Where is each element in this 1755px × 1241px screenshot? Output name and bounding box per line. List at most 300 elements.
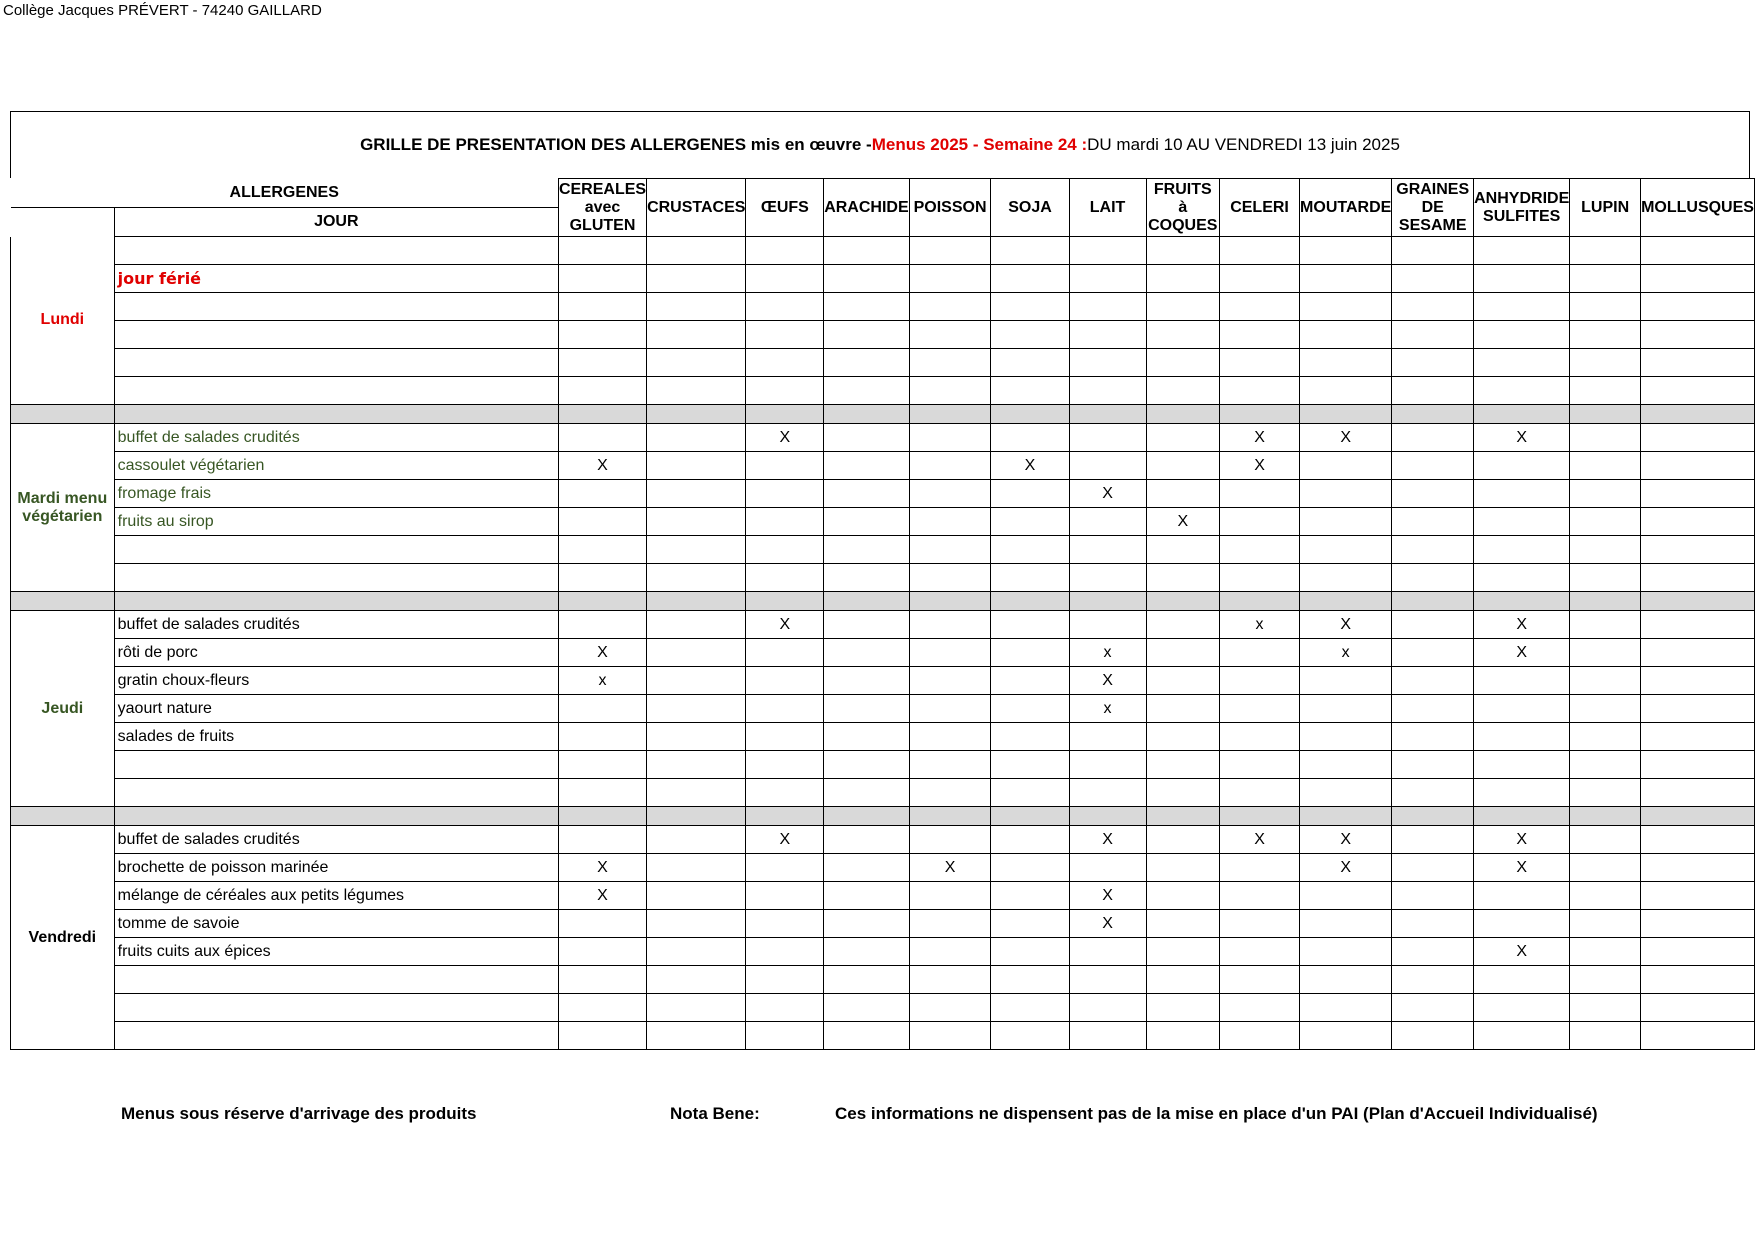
allergen-mark xyxy=(558,1022,646,1050)
allergen-mark xyxy=(1300,377,1392,405)
allergen-mark xyxy=(1069,1022,1146,1050)
allergen-mark: X xyxy=(558,452,646,480)
allergen-mark xyxy=(1392,611,1474,639)
separator-cell xyxy=(1300,405,1392,424)
allergen-mark xyxy=(909,377,991,405)
allergen-mark xyxy=(1069,854,1146,882)
allergen-mark xyxy=(824,1022,909,1050)
allergen-mark xyxy=(1146,424,1220,452)
allergen-mark xyxy=(1146,882,1220,910)
allergen-mark xyxy=(1570,611,1641,639)
allergen-mark xyxy=(746,536,824,564)
allergen-mark xyxy=(1146,695,1220,723)
allergen-mark xyxy=(1146,667,1220,695)
allergen-mark xyxy=(1641,265,1755,293)
allergen-column-label: SOJA xyxy=(1008,198,1052,216)
separator-cell xyxy=(1146,592,1220,611)
allergen-mark xyxy=(1069,293,1146,321)
allergen-mark xyxy=(746,994,824,1022)
allergen-mark xyxy=(824,349,909,377)
allergen-mark xyxy=(1300,536,1392,564)
allergen-mark xyxy=(1641,321,1755,349)
allergen-mark xyxy=(1641,508,1755,536)
allergen-mark xyxy=(746,349,824,377)
allergen-mark: X xyxy=(1069,910,1146,938)
allergen-mark xyxy=(1069,377,1146,405)
allergen-mark xyxy=(1300,452,1392,480)
allergen-mark xyxy=(1146,751,1220,779)
separator-cell xyxy=(746,807,824,826)
dish-name: cassoulet végétarien xyxy=(114,452,558,480)
separator-cell xyxy=(1069,807,1146,826)
allergen-mark xyxy=(1474,751,1570,779)
allergen-mark xyxy=(991,751,1069,779)
allergen-mark xyxy=(1146,723,1220,751)
allergen-mark xyxy=(1392,265,1474,293)
allergen-mark xyxy=(746,293,824,321)
allergen-mark: X xyxy=(1474,854,1570,882)
allergen-mark xyxy=(1220,910,1300,938)
dish-name: yaourt nature xyxy=(114,695,558,723)
allergen-mark xyxy=(991,910,1069,938)
allergen-mark xyxy=(909,966,991,994)
allergen-mark xyxy=(647,938,746,966)
allergen-mark xyxy=(647,536,746,564)
allergen-mark xyxy=(1641,424,1755,452)
allergen-mark xyxy=(1392,508,1474,536)
allergen-mark xyxy=(824,882,909,910)
allergen-mark xyxy=(1570,508,1641,536)
allergen-mark xyxy=(824,564,909,592)
dish-name xyxy=(114,536,558,564)
allergen-mark xyxy=(1069,564,1146,592)
allergen-mark xyxy=(991,779,1069,807)
dish-name: rôti de porc xyxy=(114,639,558,667)
allergen-mark xyxy=(1641,910,1755,938)
allergen-mark xyxy=(909,452,991,480)
allergen-mark xyxy=(824,938,909,966)
allergen-mark xyxy=(824,377,909,405)
allergen-mark: X xyxy=(746,826,824,854)
allergen-mark xyxy=(1474,377,1570,405)
allergen-mark: X xyxy=(1069,667,1146,695)
allergen-mark xyxy=(746,639,824,667)
allergen-mark: x xyxy=(1220,611,1300,639)
allergen-mark xyxy=(647,452,746,480)
separator-cell xyxy=(1474,592,1570,611)
allergen-mark xyxy=(1641,377,1755,405)
allergen-mark xyxy=(1570,826,1641,854)
allergen-mark xyxy=(909,695,991,723)
allergen-mark xyxy=(1392,882,1474,910)
allergen-column-label: GRAINES xyxy=(1396,180,1470,198)
allergen-mark xyxy=(1392,1022,1474,1050)
allergen-mark xyxy=(824,508,909,536)
allergen-mark xyxy=(1392,377,1474,405)
table-row xyxy=(11,910,1755,938)
allergen-mark xyxy=(647,882,746,910)
allergen-mark xyxy=(1641,536,1755,564)
allergen-mark xyxy=(1392,910,1474,938)
allergen-mark xyxy=(991,377,1069,405)
table-row xyxy=(11,321,1755,349)
separator-cell xyxy=(1300,592,1392,611)
day-label: Mardi menu végétarien xyxy=(11,424,115,592)
table-row xyxy=(11,695,1755,723)
allergen-mark xyxy=(1220,667,1300,695)
allergen-mark xyxy=(1069,321,1146,349)
allergenes-header: ALLERGENES xyxy=(11,179,559,208)
dish-name: gratin choux-fleurs xyxy=(114,667,558,695)
grid-title xyxy=(10,111,1750,178)
allergen-column-header xyxy=(1146,179,1220,237)
allergen-mark xyxy=(909,508,991,536)
allergen-mark xyxy=(909,321,991,349)
allergen-mark xyxy=(647,349,746,377)
allergen-mark xyxy=(1300,480,1392,508)
allergen-mark: X xyxy=(1069,826,1146,854)
allergen-mark xyxy=(991,564,1069,592)
allergen-mark: X xyxy=(1146,508,1220,536)
table-row xyxy=(11,237,1755,265)
allergen-column-header xyxy=(1474,179,1570,237)
allergen-mark xyxy=(909,536,991,564)
allergen-mark xyxy=(1570,321,1641,349)
allergen-mark xyxy=(746,265,824,293)
allergen-mark xyxy=(1146,564,1220,592)
dish-name xyxy=(114,321,558,349)
allergen-mark: X xyxy=(558,639,646,667)
allergen-mark xyxy=(824,854,909,882)
allergen-mark: X xyxy=(909,854,991,882)
allergen-mark xyxy=(991,882,1069,910)
table-row xyxy=(11,611,1755,639)
allergen-mark xyxy=(1069,751,1146,779)
allergen-mark xyxy=(746,667,824,695)
table-row xyxy=(11,882,1755,910)
allergen-mark xyxy=(1300,237,1392,265)
dish-name: salades de fruits xyxy=(114,723,558,751)
allergen-mark xyxy=(1474,564,1570,592)
allergen-mark xyxy=(1069,424,1146,452)
separator-cell xyxy=(647,405,746,424)
allergen-mark xyxy=(647,1022,746,1050)
allergen-mark xyxy=(991,536,1069,564)
separator-cell xyxy=(11,592,115,611)
allergen-mark xyxy=(746,237,824,265)
allergen-mark xyxy=(1069,237,1146,265)
separator-cell xyxy=(11,405,115,424)
allergen-mark xyxy=(824,779,909,807)
allergen-column-header xyxy=(1220,179,1300,237)
allergen-mark xyxy=(1474,452,1570,480)
allergen-mark xyxy=(1570,237,1641,265)
allergen-mark xyxy=(1641,751,1755,779)
allergen-mark xyxy=(1300,321,1392,349)
allergen-mark xyxy=(991,237,1069,265)
allergen-column-header xyxy=(1069,179,1146,237)
table-row xyxy=(11,536,1755,564)
allergen-grid xyxy=(10,178,1755,1050)
table-row xyxy=(11,293,1755,321)
allergen-mark xyxy=(558,779,646,807)
allergen-mark: x xyxy=(1300,639,1392,667)
allergen-mark xyxy=(1474,321,1570,349)
allergen-mark xyxy=(647,695,746,723)
separator-cell xyxy=(1069,405,1146,424)
allergen-mark: X xyxy=(558,854,646,882)
allergen-mark xyxy=(824,424,909,452)
allergen-mark xyxy=(1474,994,1570,1022)
allergen-mark xyxy=(746,452,824,480)
separator-cell xyxy=(1220,807,1300,826)
allergen-mark xyxy=(1641,480,1755,508)
allergen-mark xyxy=(1392,321,1474,349)
allergen-mark xyxy=(558,293,646,321)
separator-cell xyxy=(1220,405,1300,424)
allergen-mark xyxy=(1570,480,1641,508)
table-row xyxy=(11,265,1755,293)
allergen-mark xyxy=(1570,424,1641,452)
separator-cell xyxy=(991,405,1069,424)
allergen-mark xyxy=(647,723,746,751)
allergen-mark xyxy=(1641,564,1755,592)
dish-name: mélange de céréales aux petits légumes xyxy=(114,882,558,910)
allergen-mark xyxy=(909,564,991,592)
allergen-column-header xyxy=(991,179,1069,237)
allergen-mark: X xyxy=(1474,424,1570,452)
allergen-column-header xyxy=(1300,179,1392,237)
allergen-mark xyxy=(991,667,1069,695)
dish-name: tomme de savoie xyxy=(114,910,558,938)
allergen-mark xyxy=(1220,639,1300,667)
allergen-mark xyxy=(1220,480,1300,508)
allergen-mark xyxy=(909,994,991,1022)
allergen-mark xyxy=(1392,966,1474,994)
allergen-mark xyxy=(1220,779,1300,807)
allergen-mark: x xyxy=(558,667,646,695)
empty-header-cell xyxy=(11,208,115,237)
allergen-mark: X xyxy=(1069,480,1146,508)
allergen-mark xyxy=(647,265,746,293)
allergen-mark xyxy=(746,377,824,405)
allergen-mark xyxy=(647,667,746,695)
allergen-mark xyxy=(647,611,746,639)
allergen-mark xyxy=(991,938,1069,966)
allergen-mark xyxy=(1300,910,1392,938)
allergen-mark xyxy=(824,321,909,349)
allergen-mark: X xyxy=(1220,424,1300,452)
allergen-mark xyxy=(1641,854,1755,882)
separator-cell xyxy=(1220,592,1300,611)
day-separator xyxy=(11,405,1755,424)
allergen-mark: x xyxy=(1069,639,1146,667)
allergen-mark xyxy=(647,910,746,938)
allergen-column-label: CEREALES xyxy=(558,180,647,198)
table-row xyxy=(11,938,1755,966)
allergen-column-header xyxy=(1570,179,1641,237)
allergen-mark xyxy=(824,910,909,938)
allergen-mark xyxy=(824,826,909,854)
allergen-mark xyxy=(1146,966,1220,994)
allergen-column-label: CELERI xyxy=(1230,198,1289,216)
allergen-mark xyxy=(1570,854,1641,882)
allergen-mark xyxy=(1300,265,1392,293)
allergen-mark xyxy=(1069,508,1146,536)
allergen-mark xyxy=(1069,265,1146,293)
allergen-mark xyxy=(1069,349,1146,377)
allergen-mark xyxy=(647,826,746,854)
allergen-mark xyxy=(991,723,1069,751)
allergen-mark xyxy=(1570,910,1641,938)
allergen-mark xyxy=(558,695,646,723)
allergen-mark xyxy=(1570,723,1641,751)
allergen-mark xyxy=(909,265,991,293)
allergen-mark xyxy=(1474,910,1570,938)
allergen-mark xyxy=(1474,293,1570,321)
allergen-mark xyxy=(1641,452,1755,480)
allergen-mark xyxy=(1300,695,1392,723)
allergen-mark xyxy=(824,237,909,265)
allergen-mark xyxy=(1474,536,1570,564)
allergen-mark xyxy=(1300,349,1392,377)
allergen-mark xyxy=(909,751,991,779)
allergen-mark xyxy=(1220,994,1300,1022)
allergen-mark xyxy=(1392,424,1474,452)
allergen-mark xyxy=(909,639,991,667)
separator-cell xyxy=(558,807,646,826)
allergen-mark xyxy=(746,695,824,723)
allergen-mark: X xyxy=(1474,611,1570,639)
allergen-column-label: DE SESAME xyxy=(1398,198,1467,234)
separator-cell xyxy=(114,807,558,826)
allergen-mark xyxy=(746,723,824,751)
dish-name: buffet de salades crudités xyxy=(114,611,558,639)
allergen-mark xyxy=(991,349,1069,377)
allergen-column-label: LUPIN xyxy=(1581,198,1630,216)
allergen-mark xyxy=(1146,779,1220,807)
allergen-mark xyxy=(558,536,646,564)
allergen-column-label: à COQUES xyxy=(1148,198,1218,234)
allergen-mark: X xyxy=(746,611,824,639)
allergen-mark xyxy=(991,1022,1069,1050)
allergen-mark xyxy=(1641,349,1755,377)
allergen-mark xyxy=(1300,293,1392,321)
allergen-mark: x xyxy=(1069,695,1146,723)
allergen-mark xyxy=(824,695,909,723)
allergen-mark xyxy=(558,938,646,966)
allergen-mark xyxy=(909,910,991,938)
allergen-mark xyxy=(991,265,1069,293)
allergen-mark xyxy=(746,882,824,910)
footer-reserve: Menus sous réserve d'arrivage des produits xyxy=(121,1104,477,1123)
allergen-mark xyxy=(1570,695,1641,723)
allergen-mark xyxy=(1146,854,1220,882)
allergen-mark xyxy=(746,564,824,592)
separator-cell xyxy=(1146,405,1220,424)
day-label: Vendredi xyxy=(11,826,115,1050)
allergen-mark xyxy=(746,480,824,508)
allergen-mark xyxy=(1146,265,1220,293)
allergen-mark xyxy=(824,611,909,639)
allergen-mark xyxy=(1570,1022,1641,1050)
table-row xyxy=(11,1022,1755,1050)
allergen-mark xyxy=(991,695,1069,723)
dish-name xyxy=(114,779,558,807)
table-row xyxy=(11,994,1755,1022)
allergen-mark xyxy=(1220,938,1300,966)
allergen-mark xyxy=(1474,480,1570,508)
table-row xyxy=(11,349,1755,377)
allergen-mark xyxy=(1392,854,1474,882)
allergen-mark: X xyxy=(1300,826,1392,854)
allergen-mark: X xyxy=(1220,452,1300,480)
allergen-mark xyxy=(558,237,646,265)
allergen-column-label: LAIT xyxy=(1089,198,1126,216)
allergen-mark xyxy=(1220,349,1300,377)
allergen-column-label: MOUTARDE xyxy=(1300,198,1392,216)
allergen-mark xyxy=(558,508,646,536)
allergen-mark xyxy=(1641,293,1755,321)
allergen-mark xyxy=(1392,723,1474,751)
allergen-mark xyxy=(1220,564,1300,592)
allergen-mark xyxy=(1300,508,1392,536)
allergen-mark xyxy=(1392,938,1474,966)
allergen-mark xyxy=(1220,966,1300,994)
allergen-mark xyxy=(558,994,646,1022)
allergen-mark xyxy=(824,723,909,751)
separator-cell xyxy=(647,807,746,826)
allergen-mark xyxy=(991,966,1069,994)
allergen-mark xyxy=(1146,377,1220,405)
allergen-column-header xyxy=(558,179,646,237)
allergen-mark xyxy=(1474,882,1570,910)
allergen-mark xyxy=(1146,994,1220,1022)
allergen-mark xyxy=(746,966,824,994)
footer-pai-notice: Ces informations ne dispensent pas de la mise en place d'un PAI (Plan d'Accueil Individualisé) xyxy=(835,1104,1598,1123)
allergen-mark xyxy=(647,779,746,807)
allergen-mark xyxy=(1641,667,1755,695)
allergen-mark xyxy=(1641,938,1755,966)
allergen-mark xyxy=(1474,349,1570,377)
allergen-mark xyxy=(1570,751,1641,779)
allergen-column-header xyxy=(647,179,746,237)
allergen-mark xyxy=(1220,536,1300,564)
allergen-mark xyxy=(1146,826,1220,854)
separator-cell xyxy=(1641,405,1755,424)
separator-cell xyxy=(1474,405,1570,424)
allergen-mark xyxy=(746,321,824,349)
dish-name: fromage frais xyxy=(114,480,558,508)
allergen-mark: X xyxy=(1300,854,1392,882)
allergen-mark xyxy=(1392,826,1474,854)
allergen-mark xyxy=(1146,536,1220,564)
allergen-mark xyxy=(558,480,646,508)
title-main: GRILLE DE PRESENTATION DES ALLERGENES mis en œuvre - xyxy=(360,135,872,154)
dish-name: fruits cuits aux épices xyxy=(114,938,558,966)
table-row xyxy=(11,452,1755,480)
allergen-mark xyxy=(909,826,991,854)
allergen-mark xyxy=(1392,639,1474,667)
allergen-mark xyxy=(1570,966,1641,994)
allergen-mark xyxy=(1146,938,1220,966)
allergen-mark xyxy=(1392,480,1474,508)
allergen-mark xyxy=(1570,639,1641,667)
allergen-mark xyxy=(746,938,824,966)
allergen-mark xyxy=(558,377,646,405)
allergen-mark xyxy=(1474,966,1570,994)
allergen-mark xyxy=(746,779,824,807)
